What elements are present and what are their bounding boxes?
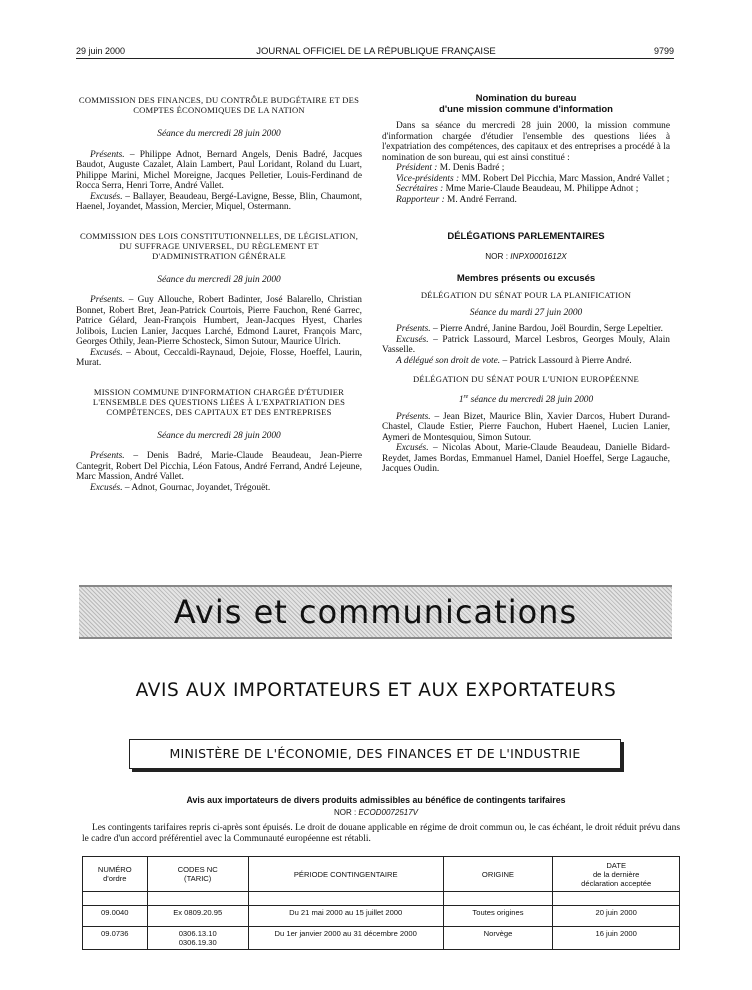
- cell-date: 16 juin 2000: [553, 927, 680, 950]
- delegation-title: DÉLÉGATION DU SÉNAT POUR L'UNION EUROPÉENNE: [412, 374, 639, 384]
- cell-numero: 09.0040: [83, 906, 148, 927]
- table-row: [83, 927, 680, 950]
- attendees-excused: Excusés. – Ballayer, Beaudeau, Bergé-Lavigne, Besse, Blin, Chaumont, Haenel, Joyandet, Massion, Mercier, Miquel, Ostermann.: [76, 191, 362, 212]
- col-header-periode: PÉRIODE CONTINGENTAIRE: [248, 857, 443, 892]
- attendees-present: Présents. – Philippe Adnot, Bernard Angels, Denis Badré, Jacques Baudot, Auguste Cazalet, Alain Lambert, Paul Loridant, Roland du Luart, Philippe Marini, Michel Moreigne, Jacques Pelletier, Louis-Ferdinand de Rocca Serra, Henri Torre, André Vallet.: [76, 149, 362, 191]
- attendees-excused: Excusés. – Nicolas About, Marie-Claude Beaudeau, Danielle Bidard-Reydet, James Bordas, Emmanuel Hamel, Daniel Hoeffel, Serge Lagauche, Jacques Oudin.: [382, 443, 670, 475]
- secretaries: Secrétaires : Mme Marie-Claude Beaudeau, M. Philippe Adnot ;: [396, 184, 639, 194]
- col-header-numero: NUMÉRO d'ordre: [83, 857, 148, 892]
- section-title: MISSION COMMUNE D'INFORMATION CHARGÉE D'ÉTUDIER L'ENSEMBLE DES QUESTIONS LIÉES À L'EXPATRIATION DES COMPÉTENCES, DES CAPITAUX ET DES ENTREPRISES: [92, 386, 346, 417]
- cell-numero: 09.0736: [83, 927, 148, 950]
- session-date: 1re séance du mercredi 28 juin 2000: [458, 394, 594, 406]
- vice-presidents: Vice-présidents : MM. Robert Del Picchia, Marc Massion, André Vallet ;: [396, 173, 670, 184]
- rapporteur: Rapporteur : M. André Ferrand.: [396, 194, 517, 205]
- col-header-date: DATE de la dernière déclaration acceptée: [553, 857, 680, 892]
- notice-body: Les contingents tarifaires repris ci-après sont épuisés. Le droit de douane applicable en régime de droit commun ou, le cas échéant, le droit réduit prévu dans le cadre d'un accord préférentiel avec la Communauté européenne est rétabli.: [82, 823, 680, 844]
- attendees-present: Présents. – Denis Badré, Marie-Claude Beaudeau, Jean-Pierre Cantegrit, Robert Del Picchia, Léon Fatous, André Ferrand, André Lejeune, Marc Massion, André Vallet.: [76, 451, 362, 482]
- session-date: Séance du mardi 27 juin 2000: [469, 307, 583, 318]
- cell-codes: Ex 0809.20.95: [147, 906, 248, 927]
- col-header-codes: CODES NC (TARIC): [147, 857, 248, 892]
- notice-nor: NOR : ECOD0072517V: [333, 808, 419, 817]
- vote-delegation: A délégué son droit de vote. – Patrick Lassourd à Pierre André.: [396, 355, 632, 366]
- attendees-present: Présents. – Pierre André, Janine Bardou, Joël Bourdin, Serge Lepeltier.: [396, 324, 663, 334]
- section-title: COMMISSION DES LOIS CONSTITUTIONNELLES, DE LÉGISLATION, DU SUFFRAGE UNIVERSEL, DU RÈGLEMENT ET D'ADMINISTRATION GÉNÉRALE: [79, 230, 359, 261]
- attendees-excused: Excusés. – About, Ceccaldi-Raynaud, Dejoie, Flosse, Hoeffel, Laurin, Murat.: [76, 347, 362, 368]
- section-title: COMMISSION DES FINANCES, DU CONTRÔLE BUDGÉTAIRE ET DES COMPTES ÉCONOMIQUES DE LA NATION: [78, 95, 360, 115]
- session-date: Séance du mercredi 28 juin 2000: [157, 274, 281, 285]
- nomination-body: Dans sa séance du mercredi 28 juin 2000, la mission commune d'information chargée d'étudier l'ensemble des questions liées à l'expatriation des compétences, des capitaux et des entreprises a procédé à la nomination de son bureau, qui est ainsi constitué :: [382, 121, 670, 163]
- attendees-present: Présents. – Guy Allouche, Robert Badinter, José Balarello, Christian Bonnet, Robert Bret, Jean-Patrick Courtois, Pierre Fauchon, René Garrec, Patrice Gélard, Jean-François Humbert, Jean-Jacques Hyest, Charles Jolibois, Lucien Lanier, Jacques Larché, Edmond Lauret, François Marc, Georges Othily, Jean-Pierre Schosteck, Simon Sutour, Maurice Ulrich.: [76, 295, 362, 347]
- president: Président : M. Denis Badré ;: [396, 163, 505, 173]
- cell-periode: Du 21 mai 2000 au 15 juillet 2000: [248, 906, 443, 927]
- delegations-title: DÉLÉGATIONS PARLEMENTAIRES: [447, 231, 605, 242]
- delegation-title: DÉLÉGATION DU SÉNAT POUR LA PLANIFICATION: [420, 289, 632, 300]
- nor-reference: NOR : INPX0001612X: [485, 252, 567, 261]
- cell-periode: Du 1er janvier 2000 au 31 décembre 2000: [248, 927, 443, 950]
- nomination-subtitle: d'une mission commune d'information: [439, 104, 613, 115]
- journal-title: JOURNAL OFFICIEL DE LA RÉPUBLIQUE FRANÇAISE: [256, 46, 496, 57]
- page-number: 9799: [653, 46, 674, 56]
- table-row: [83, 906, 680, 927]
- quota-table: [82, 856, 680, 950]
- avis-title: AVIS AUX IMPORTATEURS ET AUX EXPORTATEURS: [135, 680, 617, 701]
- attendees-excused: Excusés. – Patrick Lassourd, Marcel Lesbros, Georges Mouly, Alain Vasselle.: [382, 334, 670, 355]
- table-header-row: [83, 857, 680, 892]
- nomination-title: Nomination du bureau: [475, 93, 577, 104]
- members-subtitle: Membres présents ou excusés: [456, 272, 596, 284]
- col-header-origine: ORIGINE: [443, 857, 553, 892]
- notice-title: Avis aux importateurs de divers produits admissibles au bénéfice de contingents tarifaires: [186, 795, 566, 805]
- right-column: [382, 93, 670, 475]
- cell-codes: 0306.13.10 0306.19.30: [147, 927, 248, 950]
- ministry-name: MINISTÈRE DE L'ÉCONOMIE, DES FINANCES ET DE L'INDUSTRIE: [169, 746, 581, 761]
- header-rule: [76, 58, 674, 59]
- banner-title: Avis et communications: [173, 593, 578, 631]
- cell-origine: Toutes origines: [443, 906, 553, 927]
- cell-date: 20 juin 2000: [553, 906, 680, 927]
- attendees-present: Présents. – Jean Bizet, Maurice Blin, Xavier Darcos, Hubert Durand-Chastel, Claude Estier, Pierre Fauchon, Hubert Haenel, Lucien Lanier, Aymeri de Montesquiou, Simon Sutour.: [382, 411, 670, 443]
- session-date: Séance du mercredi 28 juin 2000: [157, 129, 281, 139]
- cell-origine: Norvège: [443, 927, 553, 950]
- header-date: 29 juin 2000: [76, 46, 126, 56]
- ministry-box: [129, 739, 621, 769]
- left-column: [76, 95, 362, 493]
- section-banner: [79, 585, 672, 639]
- session-date: Séance du mercredi 28 juin 2000: [157, 430, 281, 441]
- attendees-excused: Excusés. – Adnot, Gournac, Joyandet, Trégouët.: [90, 482, 271, 493]
